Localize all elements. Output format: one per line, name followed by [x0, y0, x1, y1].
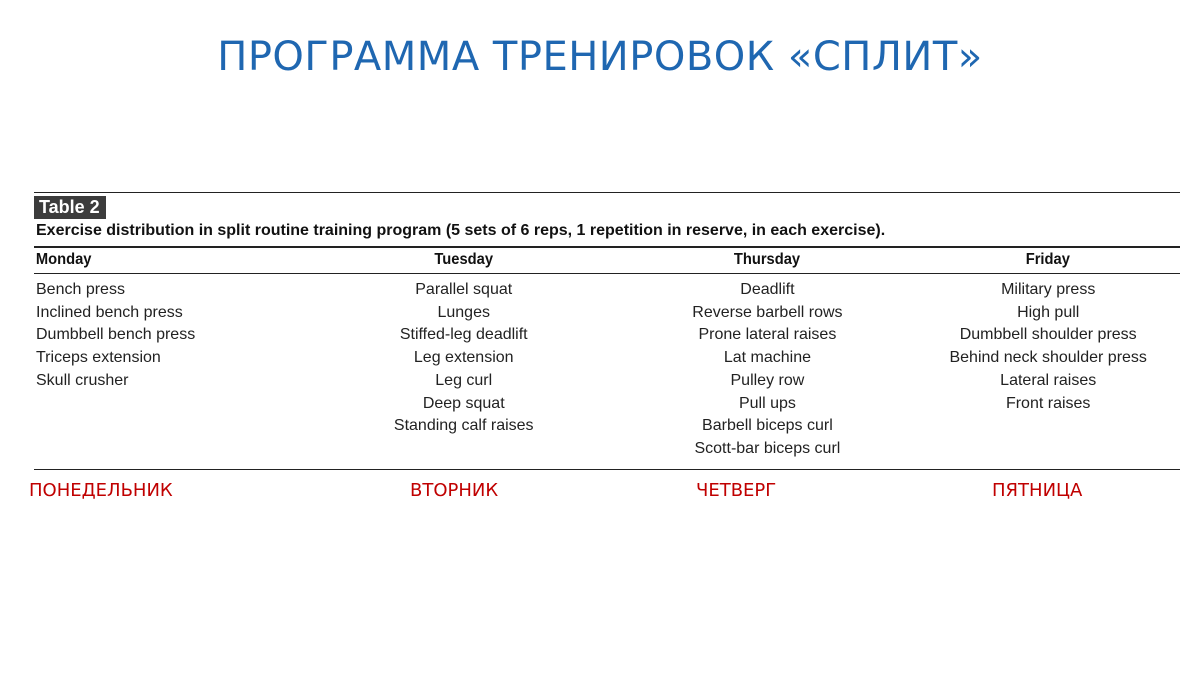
day-label-friday-ru: ПЯТНИЦА	[992, 480, 1083, 501]
table-row	[34, 274, 1180, 302]
slide-title: ПРОГРАММА ТРЕНИРОВОК «СПЛИТ»	[217, 34, 983, 80]
table-row	[34, 415, 1180, 438]
day-label-monday-ru: ПОНЕДЕЛЬНИК	[29, 480, 173, 501]
exercise-table	[34, 248, 1180, 461]
table-cell: Deadlift	[740, 281, 795, 298]
column-header-thursday: Thursday	[630, 248, 904, 274]
column-header-monday: Monday	[34, 248, 287, 274]
table-cell: Bench press	[36, 281, 125, 298]
table-cell: Military press	[1001, 281, 1096, 298]
table-cell: Lunges	[437, 303, 490, 321]
table-cell: Pulley row	[730, 371, 805, 389]
table-cell	[916, 415, 1180, 438]
table-bottom-rule	[34, 469, 1180, 470]
table-cell: Scott-bar biceps curl	[694, 439, 841, 457]
table-cell: Standing calf raises	[393, 417, 534, 435]
day-label-tuesday-ru: ВТОРНИК	[410, 480, 499, 501]
table-cell	[916, 438, 1180, 461]
column-header-tuesday: Tuesday	[321, 248, 606, 274]
table-cell: Barbell biceps curl	[702, 417, 833, 435]
table-cell: Triceps extension	[36, 349, 161, 367]
table-row	[34, 347, 1180, 370]
table-caption: Exercise distribution in split routine training program (5 sets of 6 reps, 1 repetition in reserve, in each exercise).	[36, 222, 886, 239]
table-cell	[309, 438, 618, 461]
russian-day-labels	[0, 480, 1200, 504]
table-cell: Stiffed-leg deadlift	[399, 326, 528, 344]
table-row	[34, 324, 1180, 347]
table-cell: Front raises	[1005, 394, 1091, 412]
table-cell: Lateral raises	[1000, 371, 1097, 389]
table-cell: High pull	[1017, 303, 1080, 321]
table-cell: Leg extension	[413, 349, 514, 367]
table-cell: Reverse barbell rows	[692, 303, 843, 321]
table-cell: Parallel squat	[415, 281, 513, 298]
table-cell: Behind neck shoulder press	[949, 349, 1147, 367]
table-row	[34, 393, 1180, 416]
table-cell: Prone lateral raises	[698, 326, 837, 344]
table-cell: Dumbbell shoulder press	[959, 326, 1137, 344]
table-cell: Inclined bench press	[36, 303, 183, 321]
table-header-row	[34, 248, 1180, 274]
table-cell	[34, 438, 309, 461]
table-top-rule	[34, 192, 1180, 193]
exercise-table-block	[34, 192, 1180, 470]
day-label-thursday-ru: ЧЕТВЕРГ	[696, 480, 777, 501]
table-cell	[34, 393, 309, 416]
table-cell: Dumbbell bench press	[36, 326, 196, 344]
table-row	[34, 438, 1180, 461]
table-cell	[34, 415, 309, 438]
table-label: Table 2	[34, 196, 106, 219]
table-row	[34, 302, 1180, 325]
table-row	[34, 370, 1180, 393]
table-cell: Pull ups	[738, 394, 796, 412]
table-cell: Deep squat	[422, 394, 505, 412]
table-cell: Lat machine	[723, 349, 811, 367]
table-cell: Skull crusher	[36, 371, 129, 389]
column-header-friday: Friday	[927, 248, 1170, 274]
table-cell: Leg curl	[435, 371, 493, 389]
